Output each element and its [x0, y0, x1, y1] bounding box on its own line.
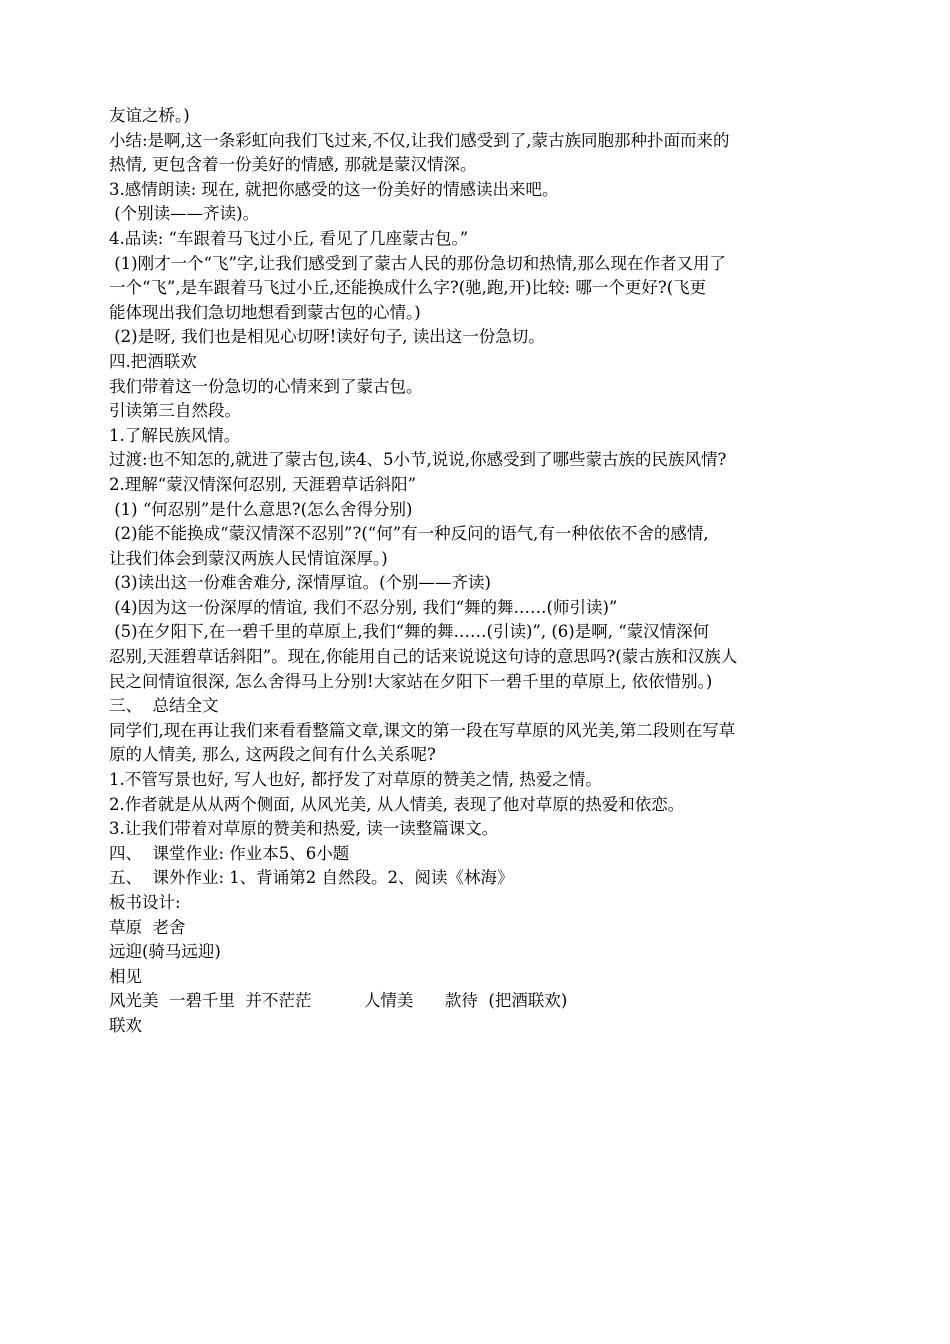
- text-line: 小结:是啊,这一条彩虹向我们飞过来,不仅,让我们感受到了,蒙古族同胞那种扑面而来的: [109, 130, 730, 150]
- board-line: 远迎(骑马远迎): [109, 942, 221, 962]
- section-heading: 四、 课堂作业: 作业本5、6小题: [109, 843, 350, 863]
- text-line: 一个“飞”,是车跟着马飞过小丘,还能换成什么字?(驰,跑,开)比较: 哪一个更好?(飞更: [109, 278, 707, 298]
- text-line: 2.作者就是从从两个侧面, 从风光美, 从人情美, 表现了他对草原的热爱和依恋。: [109, 794, 685, 814]
- text-line: (4)因为这一份深厚的情谊, 我们不忍分别, 我们“舞的舞……(师引读)”: [109, 597, 618, 617]
- text-line: 过渡:也不知怎的,就进了蒙古包,读4、5小节,说说,你感受到了哪些蒙古族的民族风情?: [109, 450, 727, 470]
- text-line: (3)读出这一份难舍难分, 深情厚谊。(个别——齐读): [109, 573, 491, 593]
- text-line: (1)刚才一个“飞”字,让我们感受到了蒙古人民的那份急切和热情,那么现在作者又用了: [109, 253, 726, 273]
- text-line: 3.感情朗读: 现在, 就把你感受的这一份美好的情感读出来吧。: [109, 179, 559, 199]
- board-design-heading: 板书设计:: [109, 893, 181, 912]
- text-line: 忍别,天涯碧草话斜阳”。现在,你能用自己的话来说说这句诗的意思吗?(蒙古族和汉族人: [109, 647, 738, 667]
- text-line: 同学们,现在再让我们来看看整篇文章,课文的第一段在写草原的风光美,第二段则在写草: [109, 720, 736, 740]
- text-line: (5)在夕阳下,在一碧千里的草原上,我们“舞的舞……(引读)”, (6)是啊, “蒙汉情深何: [109, 622, 710, 642]
- text-line: (2)能不能换成“蒙汉情深不忍别”?(“何”有一种反问的语气,有一种依依不舍的感情,: [109, 524, 709, 544]
- section-heading: 四.把酒联欢: [109, 351, 197, 371]
- board-line: 联欢: [109, 1015, 142, 1035]
- text-line: 引读第三自然段。: [109, 401, 241, 421]
- text-line: 4.品读: “车跟着马飞过小丘, 看见了几座蒙古包。”: [109, 228, 469, 248]
- text-line: 热情, 更包含着一份美好的情感, 那就是蒙汉情深。: [109, 155, 477, 175]
- text-line: 友谊之桥。): [109, 106, 190, 125]
- text-line: 2.理解“蒙汉情深何忍别, 天涯碧草话斜阳”: [109, 474, 417, 494]
- board-line: 风光美 一碧千里 并不茫茫 人情美 款待 (把酒联欢): [109, 991, 568, 1011]
- text-line: 1.不管写景也好, 写人也好, 都抒发了对草原的赞美之情, 热爱之情。: [109, 770, 602, 790]
- board-line: 相见: [109, 966, 142, 986]
- section-heading: 五、 课外作业: 1、背诵第2 自然段。2、阅读《林海》: [109, 868, 514, 888]
- text-line: 原的人情美, 那么, 这两段之间有什么关系呢?: [109, 745, 436, 765]
- document-body: [109, 104, 864, 1039]
- text-line: 3.让我们带着对草原的赞美和热爱, 读一读整篇课文。: [109, 819, 499, 839]
- text-line: (个别读——齐读)。: [109, 204, 260, 224]
- text-line: (1) “何忍别”是什么意思?(怎么舍得分别): [109, 499, 413, 519]
- text-line: 能体现出我们急切地想看到蒙古包的心情。): [109, 302, 421, 322]
- text-line: 民之间情谊很深, 怎么舍得马上分别!大家站在夕阳下一碧千里的草原上, 依依惜别。): [109, 671, 713, 691]
- text-line: 1.了解民族风情。: [109, 425, 241, 445]
- text-line: (2)是呀, 我们也是相见心切呀!读好句子, 读出这一份急切。: [109, 327, 545, 347]
- section-heading: 三、 总结全文: [109, 696, 219, 716]
- text-line: 让我们体会到蒙汉两族人民情谊深厚。): [109, 548, 388, 568]
- text-line: 我们带着这一份急切的心情来到了蒙古包。: [109, 376, 423, 396]
- board-line: 草原 老舍: [109, 917, 186, 937]
